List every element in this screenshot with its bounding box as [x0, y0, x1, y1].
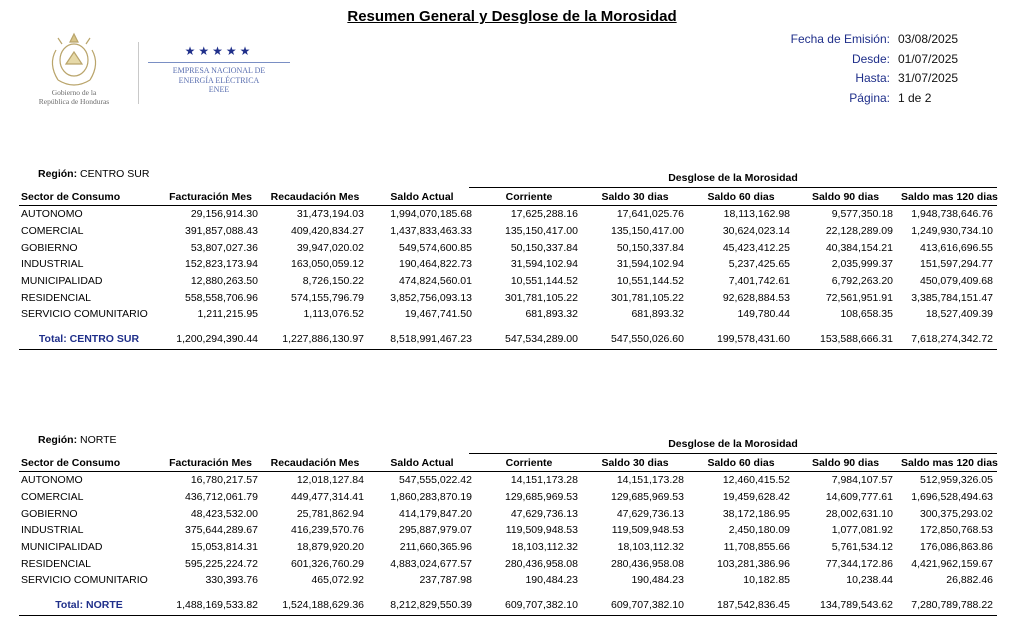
amount-cell: 1,437,833,463.33 [390, 225, 472, 238]
amount-cell: 31,594,102.94 [616, 258, 684, 271]
amount-cell: 18,103,112.32 [617, 541, 684, 554]
amount-cell: 50,150,337.84 [510, 241, 578, 254]
amount-cell: 92,628,884.53 [722, 291, 790, 304]
amount-cell: 11,708,855.66 [723, 541, 790, 554]
total-amount: 7,618,274,342.72 [911, 333, 993, 346]
amount-cell: 163,050,059.12 [291, 258, 364, 271]
amount-cell: 190,484.23 [631, 574, 684, 587]
sector-name: COMERCIAL [21, 225, 84, 238]
collection-header: Recaudación Mes [262, 454, 368, 472]
total-amount: 1,488,169,533.82 [176, 599, 258, 612]
amount-cell: 681,893.32 [631, 308, 684, 321]
region-label-prefix: Región: [38, 434, 80, 446]
amount-cell: 17,625,288.16 [510, 208, 578, 221]
from-date-label: Desde: [851, 51, 890, 66]
amount-cell: 1,113,076.52 [303, 308, 364, 321]
spacer-cell [19, 589, 997, 597]
amount-cell: 413,616,696.55 [920, 241, 993, 254]
amount-cell: 7,401,742.61 [728, 275, 790, 288]
total-amount: 609,707,382.10 [505, 599, 578, 612]
total-amount: 8,518,991,467.23 [390, 333, 472, 346]
region-table [19, 454, 997, 614]
amount-cell: 17,641,025.76 [616, 208, 684, 221]
table-row [19, 289, 997, 306]
amount-cell: 14,151,173.28 [510, 474, 578, 487]
amount-cell: 414,179,847.20 [399, 507, 472, 520]
amount-cell: 2,035,999.37 [831, 258, 893, 271]
amount-cell: 47,629,736.13 [616, 507, 684, 520]
amount-cell: 330,393.76 [205, 574, 258, 587]
amount-cell: 409,420,834.27 [291, 225, 364, 238]
collection-header: Recaudación Mes [262, 188, 368, 206]
amount-cell: 436,712,061.79 [185, 491, 258, 504]
table-row [19, 306, 997, 323]
page-value: 1 de 2 [898, 90, 932, 105]
sector-name: AUTONOMO [21, 208, 83, 221]
table-row [19, 256, 997, 273]
desglose-heading: Desglose de la Morosidad [668, 172, 798, 184]
amount-cell: 5,237,425.65 [728, 258, 790, 271]
total-amount: 134,789,543.62 [820, 599, 893, 612]
amount-cell: 129,685,969.53 [611, 491, 684, 504]
amount-cell: 15,053,814.31 [190, 541, 258, 554]
amount-cell: 25,781,862.94 [296, 507, 364, 520]
amount-cell: 28,002,631.10 [825, 507, 893, 520]
amount-cell: 512,959,326.05 [920, 474, 993, 487]
amount-cell: 19,459,628.42 [722, 491, 790, 504]
sector-name: MUNICIPALIDAD [21, 541, 103, 554]
table-bottom-rule [19, 615, 997, 616]
table-row [19, 223, 997, 240]
page-label: Página: [849, 90, 890, 105]
spacer-row [19, 589, 997, 597]
amount-cell: 300,375,293.02 [920, 507, 993, 520]
region-table [19, 188, 997, 348]
amount-cell: 10,182.85 [743, 574, 790, 587]
amount-cell: 135,150,417.00 [611, 225, 684, 238]
amount-cell: 108,658.35 [840, 308, 893, 321]
balance-30-header: Saldo 30 dias [582, 188, 688, 206]
sector-name: MUNICIPALIDAD [21, 275, 103, 288]
balance-120-header: Saldo mas 120 dias [897, 454, 997, 472]
amount-cell: 1,696,528,494.63 [911, 491, 993, 504]
amount-cell: 7,984,107.57 [831, 474, 893, 487]
balance-90-header: Saldo 90 dias [794, 188, 897, 206]
enee-stars-icon: ★★★★★ [184, 44, 254, 58]
amount-cell: 12,018,127.84 [296, 474, 364, 487]
amount-cell: 558,558,706.96 [185, 291, 258, 304]
table-row [19, 273, 997, 290]
amount-cell: 5,761,534.12 [831, 541, 893, 554]
amount-cell: 149,780.44 [737, 308, 790, 321]
total-amount: 153,588,666.31 [820, 333, 893, 346]
table-row [19, 239, 997, 256]
total-amount: 1,524,188,629.36 [282, 599, 364, 612]
gov-caption: Gobierno de la República de Honduras [38, 88, 110, 106]
current-header: Corriente [476, 454, 582, 472]
sector-name: GOBIERNO [21, 507, 78, 520]
amount-cell: 18,113,162.98 [723, 208, 790, 221]
amount-cell: 31,594,102.94 [510, 258, 578, 271]
sector-header: Sector de Consumo [19, 188, 159, 206]
balance-90-header: Saldo 90 dias [794, 454, 897, 472]
amount-cell: 449,477,314.41 [291, 491, 364, 504]
table-row [19, 472, 997, 489]
amount-cell: 549,574,600.85 [399, 241, 472, 254]
amount-cell: 39,947,020.02 [296, 241, 364, 254]
amount-cell: 12,460,415.52 [722, 474, 790, 487]
region-label-prefix: Región: [38, 168, 80, 180]
sector-header: Sector de Consumo [19, 454, 159, 472]
table-row [19, 206, 997, 223]
sector-name: COMERCIAL [21, 491, 84, 504]
enee-logo-text: EMPRESA NACIONAL DE ENERGÍA ELÉCTRICA ENEE [172, 66, 266, 94]
region-label [38, 168, 149, 180]
amount-cell: 26,882.46 [946, 574, 993, 587]
amount-cell: 30,624,023.14 [722, 225, 790, 238]
desglose-heading: Desglose de la Morosidad [668, 438, 798, 450]
total-label: Total: CENTRO SUR [38, 333, 140, 346]
sector-name: RESIDENCIAL [21, 557, 92, 570]
sector-name: AUTONOMO [21, 474, 83, 487]
amount-cell: 151,597,294.77 [920, 258, 993, 271]
total-amount: 547,550,026.60 [611, 333, 684, 346]
amount-cell: 391,857,088.43 [185, 225, 258, 238]
total-row [19, 597, 997, 614]
amount-cell: 9,577,350.18 [831, 208, 893, 221]
amount-cell: 103,281,386.96 [717, 557, 790, 570]
amount-cell: 547,555,022.42 [399, 474, 472, 487]
amount-cell: 129,685,969.53 [505, 491, 578, 504]
total-amount: 199,578,431.60 [717, 333, 790, 346]
amount-cell: 10,238.44 [846, 574, 893, 587]
total-amount: 609,707,382.10 [611, 599, 684, 612]
from-date-value: 01/07/2025 [898, 51, 959, 66]
amount-cell: 375,644,289.67 [185, 524, 258, 537]
to-date-value: 31/07/2025 [898, 71, 959, 85]
sector-name: SERVICIO COMUNITARIO [21, 574, 148, 587]
sector-name: SERVICIO COMUNITARIO [21, 308, 148, 321]
table-row [19, 555, 997, 572]
region-name: CENTRO SUR [80, 168, 150, 180]
amount-cell: 10,551,144.52 [616, 275, 684, 288]
report-metadata [720, 30, 1020, 108]
amount-cell: 53,807,027.36 [190, 241, 258, 254]
amount-cell: 31,473,194.03 [296, 208, 364, 221]
balance-60-header: Saldo 60 dias [688, 454, 794, 472]
amount-cell: 22,128,289.09 [825, 225, 893, 238]
sector-name: INDUSTRIAL [21, 524, 84, 537]
table-row [19, 572, 997, 589]
table-row [19, 539, 997, 556]
amount-cell: 574,155,796.79 [291, 291, 364, 304]
table-header-row [19, 454, 997, 472]
amount-cell: 450,079,409.68 [920, 275, 993, 288]
balance-30-header: Saldo 30 dias [582, 454, 688, 472]
issue-date-value: 03/08/2025 [898, 32, 959, 46]
table-bottom-rule [19, 349, 997, 350]
enee-divider [148, 62, 290, 63]
table-row [19, 522, 997, 539]
amount-cell: 4,421,962,159.67 [911, 557, 993, 570]
region-name: NORTE [80, 434, 117, 446]
balance-120-header: Saldo mas 120 dias [897, 188, 997, 206]
amount-cell: 77,344,172.86 [825, 557, 893, 570]
total-amount: 547,534,289.00 [505, 333, 578, 346]
amount-cell: 135,150,417.00 [505, 225, 578, 238]
amount-cell: 1,948,738,646.76 [911, 208, 993, 221]
amount-cell: 416,239,570.76 [291, 524, 364, 537]
amount-cell: 301,781,105.22 [611, 291, 684, 304]
amount-cell: 119,509,948.53 [611, 524, 684, 537]
amount-cell: 1,077,081.92 [831, 524, 893, 537]
amount-cell: 29,156,914.30 [190, 208, 258, 221]
amount-cell: 1,860,283,870.19 [390, 491, 472, 504]
amount-cell: 18,527,409.39 [925, 308, 993, 321]
amount-cell: 595,225,224.72 [185, 557, 258, 570]
amount-cell: 280,436,958.08 [611, 557, 684, 570]
amount-cell: 301,781,105.22 [505, 291, 578, 304]
total-amount: 7,280,789,788.22 [911, 599, 993, 612]
sector-name: GOBIERNO [21, 241, 78, 254]
balance-header: Saldo Actual [368, 454, 476, 472]
amount-cell: 40,384,154.21 [825, 241, 893, 254]
amount-cell: 2,450,180.09 [728, 524, 790, 537]
table-row [19, 505, 997, 522]
amount-cell: 190,464,822.73 [399, 258, 472, 271]
balance-header: Saldo Actual [368, 188, 476, 206]
total-label: Total: NORTE [55, 599, 123, 612]
amount-cell: 16,780,217.57 [190, 474, 258, 487]
spacer-row [19, 323, 997, 331]
total-row [19, 331, 997, 348]
total-amount: 8,212,829,550.39 [390, 599, 472, 612]
amount-cell: 14,609,777.61 [825, 491, 893, 504]
amount-cell: 237,787.98 [419, 574, 472, 587]
amount-cell: 47,629,736.13 [510, 507, 578, 520]
amount-cell: 14,151,173.28 [616, 474, 684, 487]
amount-cell: 45,423,412.25 [722, 241, 790, 254]
amount-cell: 1,249,930,734.10 [911, 225, 993, 238]
amount-cell: 172,850,768.53 [920, 524, 993, 537]
amount-cell: 190,484.23 [525, 574, 578, 587]
issue-date-label: Fecha de Emisión: [790, 32, 890, 46]
amount-cell: 48,423,532.00 [190, 507, 258, 520]
amount-cell: 18,103,112.32 [511, 541, 578, 554]
amount-cell: 119,509,948.53 [505, 524, 578, 537]
amount-cell: 38,172,186.95 [722, 507, 790, 520]
amount-cell: 1,994,070,185.68 [390, 208, 472, 221]
billing-header: Facturación Mes [159, 454, 262, 472]
amount-cell: 295,887,979.07 [399, 524, 472, 537]
billing-header: Facturación Mes [159, 188, 262, 206]
amount-cell: 50,150,337.84 [616, 241, 684, 254]
table-row [19, 489, 997, 506]
balance-60-header: Saldo 60 dias [688, 188, 794, 206]
amount-cell: 601,326,760.29 [291, 557, 364, 570]
amount-cell: 6,792,263.20 [831, 275, 893, 288]
amount-cell: 8,726,150.22 [302, 275, 364, 288]
spacer-cell [19, 323, 997, 331]
total-amount: 187,542,836.45 [717, 599, 790, 612]
amount-cell: 19,467,741.50 [404, 308, 472, 321]
amount-cell: 18,879,920.20 [296, 541, 364, 554]
table-header-row [19, 188, 997, 206]
amount-cell: 72,561,951.91 [825, 291, 893, 304]
amount-cell: 12,880,263.50 [190, 275, 258, 288]
amount-cell: 1,211,215.95 [197, 308, 258, 321]
sector-name: RESIDENCIAL [21, 291, 92, 304]
amount-cell: 3,385,784,151.47 [911, 291, 993, 304]
logo-separator [138, 42, 139, 104]
to-date-label: Hasta: [855, 71, 890, 85]
amount-cell: 211,660,365.96 [399, 541, 472, 554]
amount-cell: 474,824,560.01 [399, 275, 472, 288]
amount-cell: 4,883,024,677.57 [390, 557, 472, 570]
amount-cell: 10,551,144.52 [510, 275, 578, 288]
region-label [38, 434, 117, 446]
amount-cell: 280,436,958.08 [505, 557, 578, 570]
total-amount: 1,227,886,130.97 [282, 333, 364, 346]
amount-cell: 152,823,173.94 [185, 258, 258, 271]
current-header: Corriente [476, 188, 582, 206]
amount-cell: 176,086,863.86 [920, 541, 993, 554]
report-title: Resumen General y Desglose de la Morosidad [347, 8, 677, 25]
amount-cell: 465,072.92 [311, 574, 364, 587]
total-amount: 1,200,294,390.44 [176, 333, 258, 346]
amount-cell: 681,893.32 [525, 308, 578, 321]
sector-name: INDUSTRIAL [21, 258, 84, 271]
amount-cell: 3,852,756,093.13 [390, 291, 472, 304]
